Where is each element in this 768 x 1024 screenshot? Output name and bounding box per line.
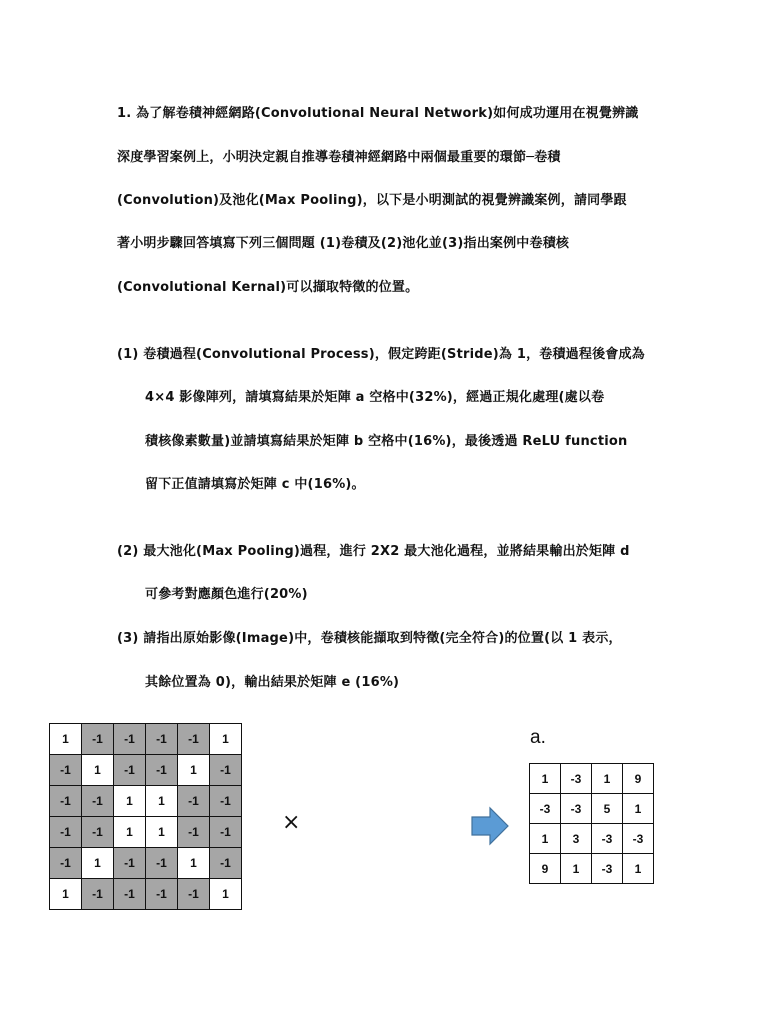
image-cell: 1 (50, 724, 82, 755)
image-cell: -1 (210, 848, 242, 879)
part1-line-3: 積核像素數量)並請填寫結果於矩陣 b 空格中(16%)，最後透過 ReLU function (145, 434, 628, 449)
image-cell: 1 (146, 786, 178, 817)
matrix-a (529, 763, 654, 884)
part1-line-2: 4×4 影像陣列，請填寫結果於矩陣 a 空格中(32%)，經過正規化處理(處以卷 (145, 390, 605, 405)
matrix-a-cell: -3 (530, 794, 561, 824)
image-cell: 1 (178, 755, 210, 786)
image-cell: 1 (82, 848, 114, 879)
matrix-a-row (530, 764, 654, 794)
image-cell: 1 (82, 755, 114, 786)
image-cell: -1 (82, 786, 114, 817)
image-cell: -1 (210, 755, 242, 786)
image-matrix-row (50, 879, 242, 910)
matrix-a-cell: 1 (623, 794, 654, 824)
image-cell: -1 (114, 755, 146, 786)
image-cell: -1 (146, 879, 178, 910)
image-cell: -1 (178, 724, 210, 755)
image-cell: -1 (82, 724, 114, 755)
part1-line-4: 留下正值請填寫於矩陣 c 中(16%)。 (145, 477, 365, 492)
image-cell: -1 (146, 724, 178, 755)
part3-line-2: 其餘位置為 0)，輸出結果於矩陣 e (16%) (145, 675, 400, 690)
part2-line-1: (2) 最大池化(Max Pooling)過程，進行 2X2 最大池化過程，並將結果輸出於矩陣 d (117, 544, 630, 559)
part1-line-1: (1) 卷積過程(Convolutional Process)，假定跨距(Stride)為 1，卷積過程後會成為 (117, 347, 645, 362)
image-cell: 1 (178, 848, 210, 879)
matrix-a-cell: 1 (530, 764, 561, 794)
matrix-a-cell: 1 (623, 854, 654, 884)
matrix-a-row (530, 824, 654, 854)
multiply-symbol: × (282, 810, 301, 835)
image-cell: -1 (146, 848, 178, 879)
question-intro-line-3: (Convolution)及池化(Max Pooling)，以下是小明測試的視覺辨識案例，請同學跟 (117, 193, 627, 208)
matrix-a-cell: 1 (592, 764, 623, 794)
matrix-a-cell: 9 (623, 764, 654, 794)
image-cell: -1 (50, 817, 82, 848)
image-cell: -1 (82, 817, 114, 848)
image-matrix-row (50, 786, 242, 817)
image-matrix-row (50, 755, 242, 786)
matrix-a-cell: 1 (530, 824, 561, 854)
image-cell: -1 (178, 879, 210, 910)
image-matrix-row (50, 724, 242, 755)
matrix-a-cell: 3 (561, 824, 592, 854)
matrix-a-row (530, 854, 654, 884)
matrix-a-cell: -3 (623, 824, 654, 854)
image-cell: -1 (50, 755, 82, 786)
image-cell: -1 (146, 755, 178, 786)
part3-line-1: (3) 請指出原始影像(Image)中，卷積核能擷取到特徵(完全符合)的位置(以 1 表示， (117, 631, 622, 646)
image-cell: -1 (50, 848, 82, 879)
matrix-a-cell: -3 (561, 764, 592, 794)
image-cell: 1 (210, 879, 242, 910)
image-cell: -1 (210, 817, 242, 848)
matrix-a-cell: -3 (592, 824, 623, 854)
image-cell: 1 (114, 817, 146, 848)
image-cell: -1 (114, 879, 146, 910)
matrix-a-cell: -3 (592, 854, 623, 884)
matrix-a-cell: 9 (530, 854, 561, 884)
image-cell: -1 (178, 817, 210, 848)
question-intro-line-2: 深度學習案例上，小明決定親自推導卷積神經網路中兩個最重要的環節─卷積 (117, 150, 561, 165)
question-intro-line-1: 1. 為了解卷積神經網路(Convolutional Neural Network)如何成功運用在視覺辨識 (117, 106, 639, 121)
matrix-a-cell: -3 (561, 794, 592, 824)
right-arrow-icon (470, 806, 510, 846)
image-cell: -1 (114, 848, 146, 879)
image-cell: -1 (210, 786, 242, 817)
image-cell: -1 (178, 786, 210, 817)
image-cell: -1 (50, 786, 82, 817)
question-intro-line-4: 著小明步驟回答填寫下列三個問題 (1)卷積及(2)池化並(3)指出案例中卷積核 (117, 236, 570, 251)
image-cell: -1 (114, 724, 146, 755)
image-cell: -1 (82, 879, 114, 910)
matrix-a-label: a. (530, 727, 546, 748)
matrix-a-cell: 5 (592, 794, 623, 824)
image-matrix-row (50, 817, 242, 848)
image-matrix (49, 723, 242, 910)
matrix-a-row (530, 794, 654, 824)
matrix-a-cell: 1 (561, 854, 592, 884)
image-cell: 1 (210, 724, 242, 755)
image-cell: 1 (114, 786, 146, 817)
image-cell: 1 (146, 817, 178, 848)
image-cell: 1 (50, 879, 82, 910)
question-intro-line-5: (Convolutional Kernal)可以擷取特徵的位置。 (117, 280, 419, 295)
image-matrix-row (50, 848, 242, 879)
part2-line-2: 可參考對應顏色進行(20%) (145, 587, 308, 602)
